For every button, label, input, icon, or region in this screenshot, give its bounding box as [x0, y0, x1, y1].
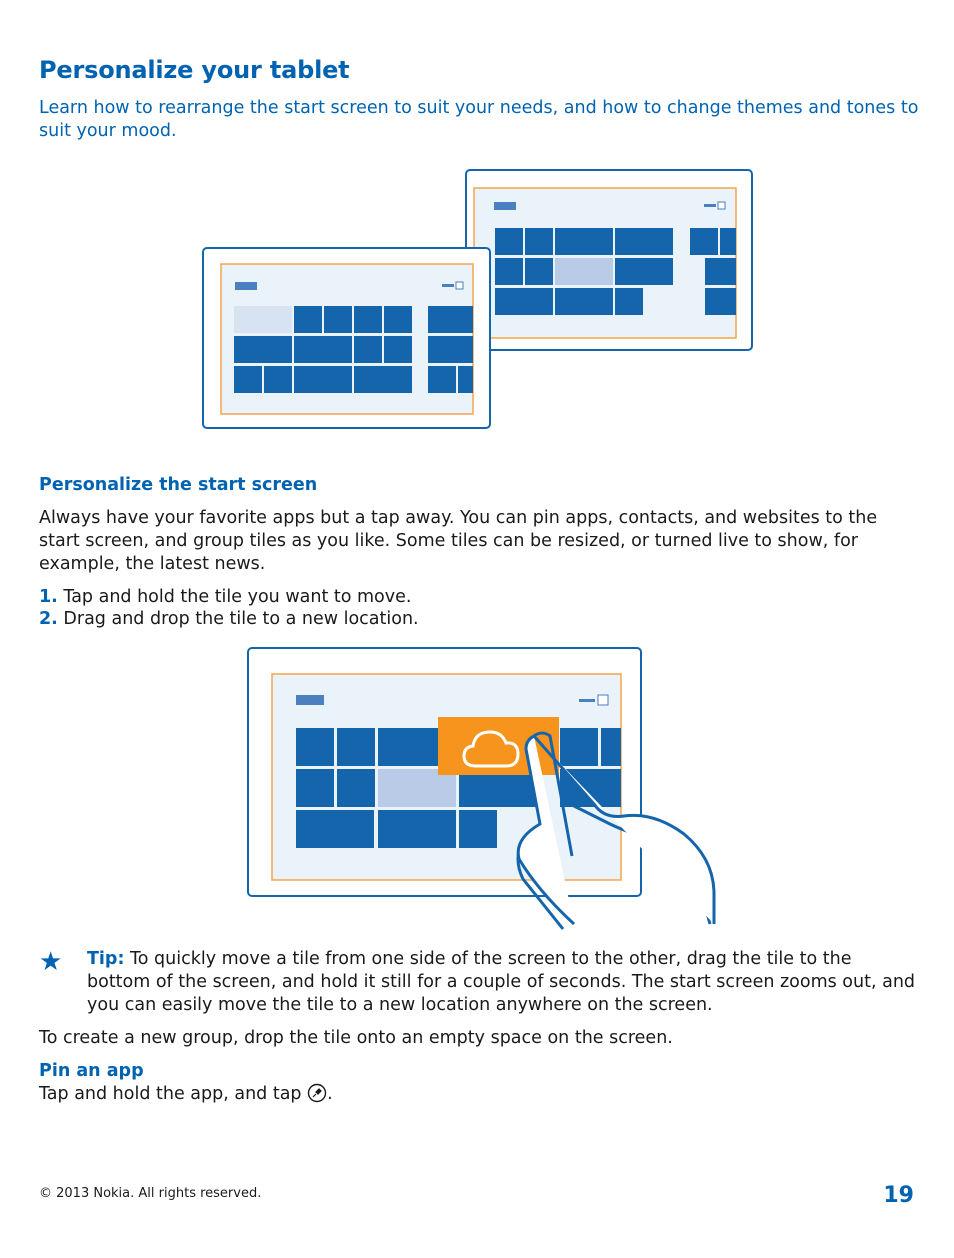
step-1 [39, 586, 411, 609]
step-number: 1. [39, 587, 58, 607]
pin-app-title: Pin an app [39, 1061, 144, 1081]
pin-text-after: . [327, 1084, 333, 1104]
step-number: 2. [39, 609, 58, 629]
pin-text-before: Tap and hold the app, and tap [39, 1084, 302, 1104]
group-note: To create a new group, drop the tile onto an empty space on the screen. [39, 1028, 673, 1048]
page-title: Personalize your tablet [39, 56, 350, 84]
tablets-illustration [200, 166, 760, 434]
step-2 [39, 608, 419, 631]
page-number: 19 [883, 1183, 914, 1208]
pin-icon [307, 1083, 327, 1110]
drag-tile-illustration [244, 644, 724, 934]
section-start-screen-title: Personalize the start screen [39, 475, 318, 495]
tip-paragraph [87, 948, 919, 1017]
tip-text: To quickly move a tile from one side of the screen to the other, drag the tile to the bottom of the screen, and hold it still for a couple of seconds. The start screen zooms out, and you can easily move the tile to a new location anywhere on the screen. [87, 949, 916, 1015]
intro-text: Learn how to rearrange the start screen to suit your needs, and how to change themes and tones to suit your mood. [39, 98, 919, 141]
pin-app-text [39, 1083, 333, 1110]
step-text: Drag and drop the tile to a new location. [63, 609, 419, 629]
section-start-screen-paragraph: Always have your favorite apps but a tap away. You can pin apps, contacts, and websites to the start screen, and group tiles as you like. Some tiles can be resized, or turned live to show, for example, the latest news. [39, 508, 878, 574]
tablet-back [466, 170, 760, 350]
star-icon: ★ [39, 947, 63, 977]
tablet-front [203, 248, 490, 428]
tip-label: Tip: [87, 949, 125, 969]
footer-copyright: © 2013 Nokia. All rights reserved. [39, 1186, 262, 1201]
step-text: Tap and hold the tile you want to move. [63, 587, 412, 607]
